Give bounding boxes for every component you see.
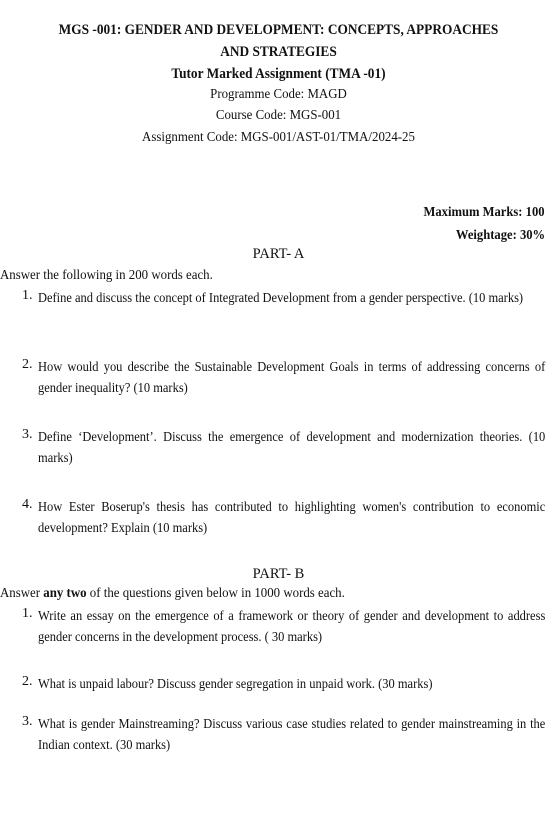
assignment-code: Assignment Code: MGS-001/AST-01/TMA/2024-25 [142, 130, 415, 145]
part-b-heading: PART- B [252, 566, 305, 582]
maximum-marks: Maximum Marks: 100 [423, 205, 545, 220]
question-text: Define and discuss the concept of Integrated Development from a gender perspective. (10 marks) [38, 291, 524, 306]
question-text: What is unpaid labour? Discuss gender segregation in unpaid work. (30 marks) [38, 677, 433, 692]
question-text: Write an essay on the emergence of a framework or theory of gender and development to address gender concerns in the development process. ( 30 marks) [38, 609, 546, 645]
programme-code: Programme Code: MAGD [210, 87, 347, 102]
part-a-heading: PART- A [252, 246, 305, 262]
question-number: 4. [22, 497, 33, 512]
instruction-emphasis: any two [43, 586, 87, 601]
question-text: How Ester Boserup's thesis has contributed to highlighting women's contribution to economic development? Explain (10 marks) [38, 500, 546, 536]
question-number: 1. [22, 606, 33, 621]
question-text: What is gender Mainstreaming? Discuss various case studies related to gender mainstreaming in the Indian context. (30 marks) [38, 717, 546, 753]
course-title-line2: AND STRATEGIES [220, 44, 337, 60]
course-title-line1: MGS -001: GENDER AND DEVELOPMENT: CONCEPTS, APPROACHES [58, 22, 499, 38]
question-number: 1. [22, 288, 33, 303]
question-number: 3. [22, 714, 33, 729]
question-text: How would you describe the Sustainable Development Goals in terms of addressing concerns of gender inequality? (10 marks) [38, 360, 546, 396]
question-number: 2. [22, 674, 33, 689]
part-a-instruction: Answer the following in 200 words each. [0, 268, 213, 283]
tma-title: Tutor Marked Assignment (TMA -01) [171, 66, 386, 82]
course-code: Course Code: MGS-001 [215, 108, 342, 123]
question-number: 2. [22, 357, 33, 372]
instruction-suffix: of the questions given below in 1000 words each. [86, 586, 345, 601]
question-number: 3. [22, 427, 33, 442]
part-b-instruction [0, 586, 345, 602]
question-text: Define ‘Development’. Discuss the emergence of development and modernization theories. (10 marks) [38, 430, 546, 466]
weightage: Weightage: 30% [455, 228, 545, 243]
instruction-prefix: Answer [0, 586, 44, 601]
